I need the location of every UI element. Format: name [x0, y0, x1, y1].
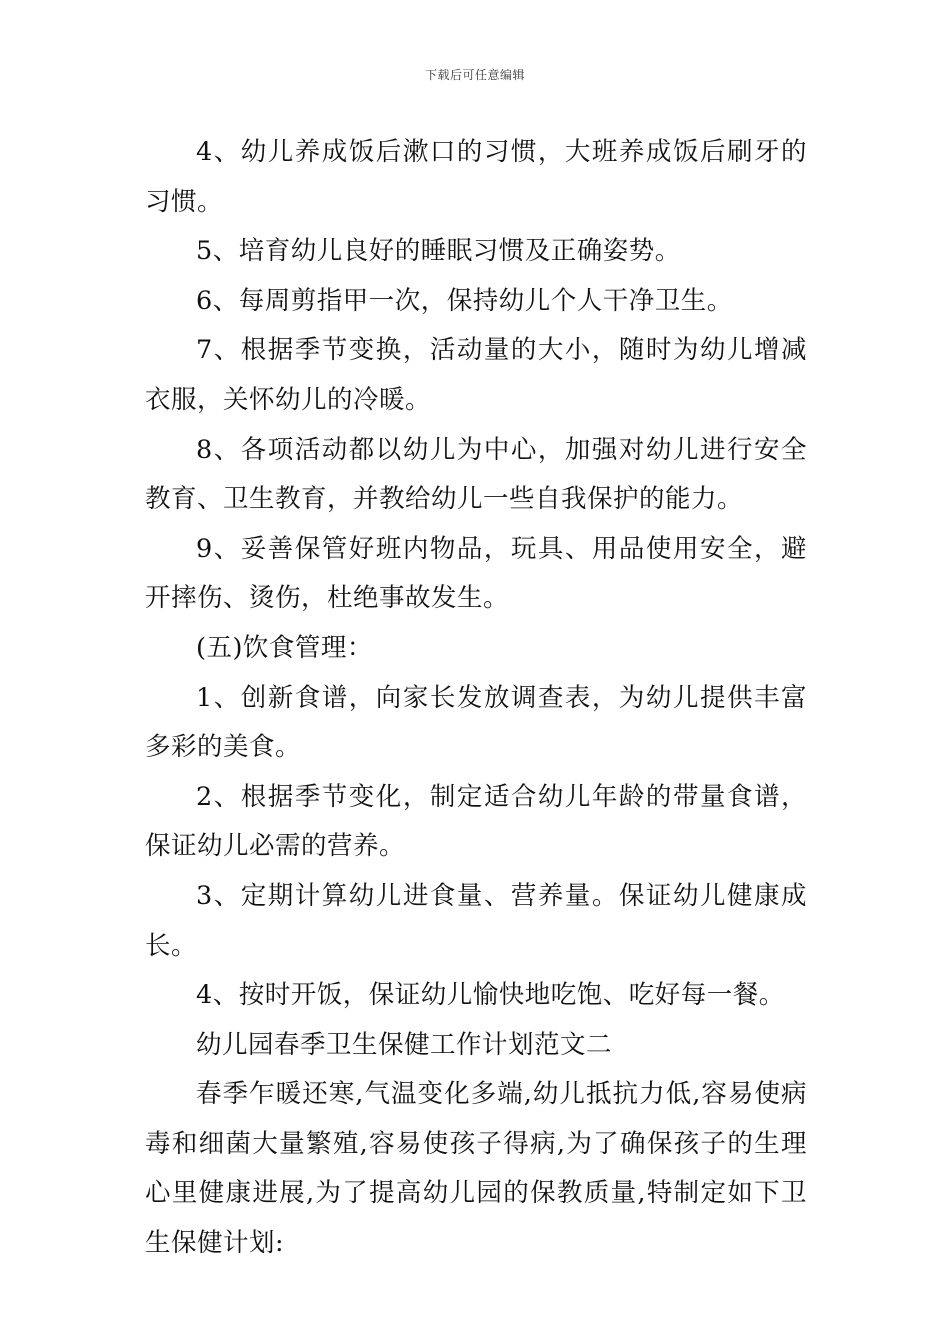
paragraph-clothing: 7、根据季节变换，活动量的大小，随时为幼儿增减衣服，关怀幼儿的冷暖。 — [145, 335, 807, 415]
paragraph-menu-innovation: 1、创新食谱，向家长发放调查表，为幼儿提供丰富多彩的美食。 — [145, 682, 807, 763]
paragraph-habit-mouthwash: 4、幼儿养成饭后漱口的习惯，大班养成饭后刷牙的习惯。 — [145, 137, 807, 217]
paragraph-intake-calculation: 3、定期计算幼儿进食量、营养量。保证幼儿健康成长。 — [145, 880, 807, 961]
paragraph-mealtime: 4、按时开饭，保证幼儿愉快地吃饱、吃好每一餐。 — [196, 980, 785, 1011]
document-body — [145, 128, 807, 1269]
paragraph-seasonal-menu: 2、根据季节变化，制定适合幼儿年龄的带量食谱，保证幼儿必需的营养。 — [145, 781, 807, 862]
document-subtitle: 幼儿园春季卫生保健工作计划范文二 — [196, 1029, 613, 1060]
paragraph-spring-intro: 春季乍暖还寒,气温变化多端,幼儿抵抗力低,容易使病毒和细菌大量繁殖,容易使孩子得病,为了确保孩子的生理心里健康进展,为了提高幼儿园的保教质量,特制定如下卫生保健计划: — [145, 1079, 807, 1259]
section-heading-diet: (五)饮食管理： — [196, 632, 373, 663]
paragraph-safety-education: 8、各项活动都以幼儿为中心，加强对幼儿进行安全教育、卫生教育，并教给幼儿一些自我保护的能力。 — [145, 434, 807, 515]
paragraph-class-items: 9、妥善保管好班内物品，玩具、用品使用安全，避开摔伤、烫伤，杜绝事故发生。 — [145, 533, 807, 614]
paragraph-nail-trim: 6、每周剪指甲一次，保持幼儿个人干净卫生。 — [196, 285, 733, 316]
header-note: 下载后可任意编辑 — [424, 68, 525, 82]
paragraph-sleep-habit: 5、培育幼儿良好的睡眠习惯及正确姿势。 — [196, 236, 681, 267]
